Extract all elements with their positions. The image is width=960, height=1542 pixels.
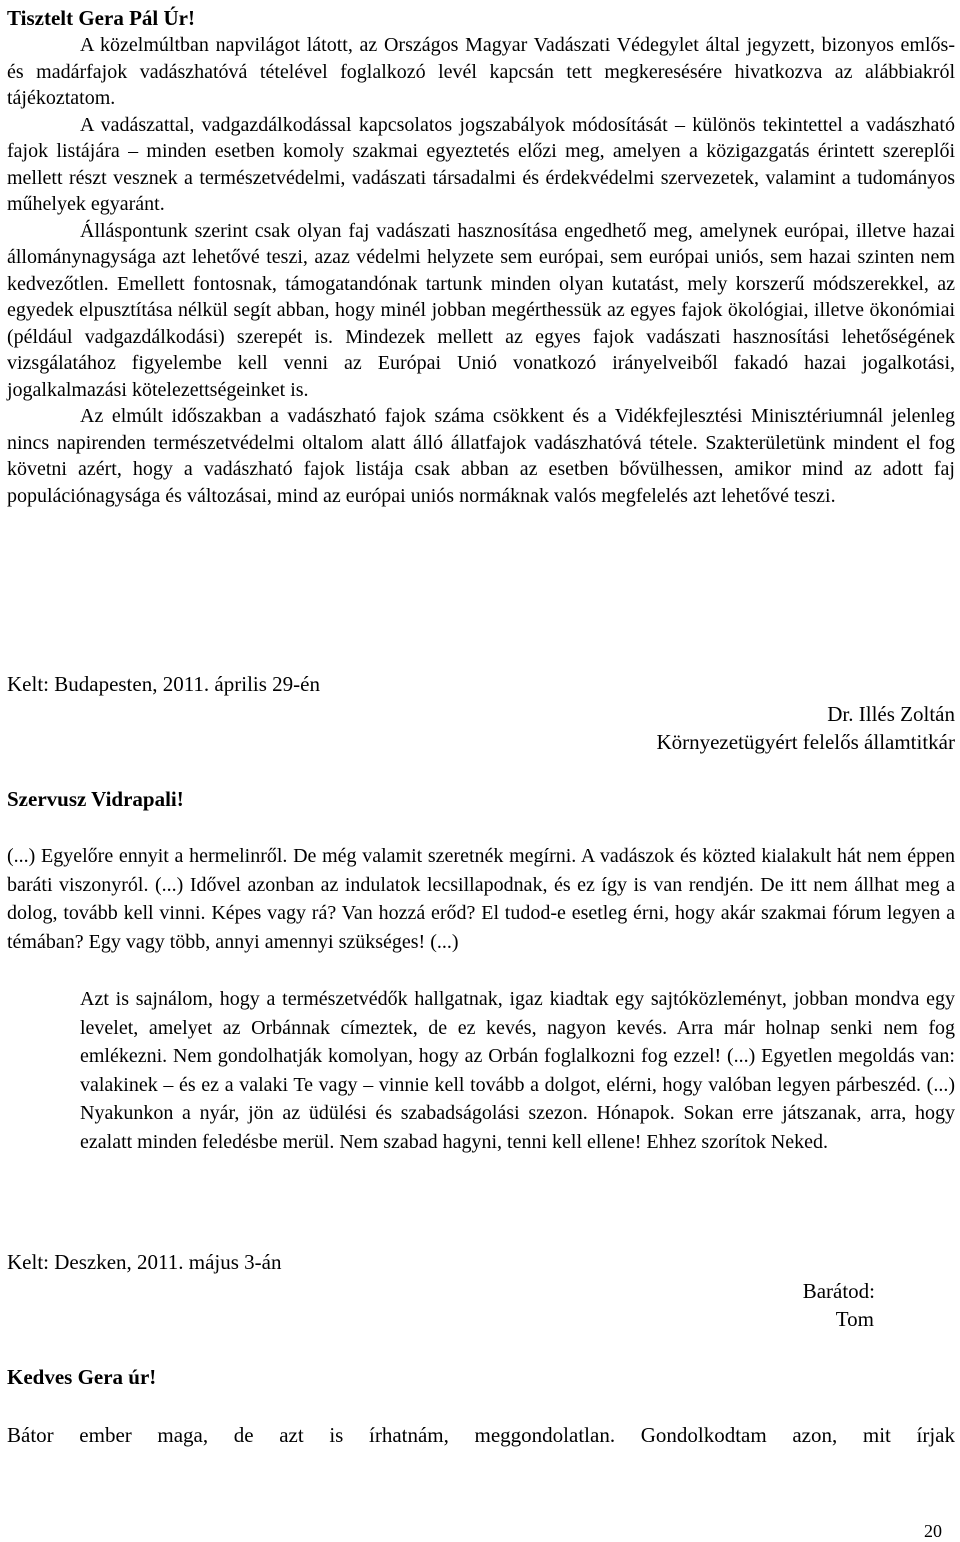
letter2-signature: Tom (835, 1307, 874, 1331)
letter1-paragraph: Álláspontunk szerint csak olyan faj vadászati hasznosítása engedhető meg, amelynek európai, illetve hazai állománynagysága azt lehetővé teszi, azaz védelmi helyzete sem európai, sem európai uniós, sem hazai szinten nem kedvezőtlen. Emellett fontosnak, támogatandónak tartunk minden olyan kutatást, mely korszerű módszerekkel, az egyedek elpusztítása nélkül segít abban, hogy minél jobban megérthessük az egyes fajok ökológiai, illetve ökonómiai (például vadgazdálkodási) szerepét is. Mindezek mellett az egyes fajok vadászati hasznosítási lehetőségének vizsgálatához figyelembe kell venni az Európai Unió vonatkozó irányelveiből fakadó hazai jogalkotási, jogalkalmazási kötelezettségeinket is. (7, 219, 955, 401)
letter1-signature-name: Dr. Illés Zoltán (827, 702, 955, 726)
letter2-date: Kelt: Deszken, 2011. május 3-án (7, 1250, 282, 1274)
letter1-greeting: Tisztelt Gera Pál Úr! (7, 6, 195, 30)
page-number: 20 (924, 1521, 942, 1541)
letter3-greeting: Kedves Gera úr! (7, 1365, 157, 1389)
letter2-quote-text: Azt is sajnálom, hogy a természetvédők hallgatnak, igaz kiadtak egy sajtóközleményt, jobban mondva egy levelet, amelyet az Orbánnak címeztek, de ez kevés, nagyon kevés. Arra már holnap senki nem fog emlékezni. Nem gondolhatják komolyan, hogy az Orbán foglalkozni fog ezzel! (...) Egyetlen megoldás van: valakinek – és ez a valaki Te vagy – vinnie kell tovább a dolgot, elérni, hogy valóban legyen párbeszéd. (...) Nyakunkon a nyár, jön az üdülési és szabadságolási szezon. Hónapok. Sokan erre játszanak, arra, hogy ezalatt minden feledésbe merül. Nem szabad hagyni, tenni kell ellene! Ehhez szorítok Neked. (80, 988, 955, 1153)
letter1-paragraph: A vadászattal, vadgazdálkodással kapcsolatos jogszabályok módosítását – különös tekintettel a vadászható fajok listájára – minden esetben komoly szakmai egyeztetés előzi meg, amelyen a közigazgatás érintett szereplői mellett részt vesznek a természetvédelmi, vadászati társadalmi és érdekvédelmi szervezetek, valamint a tudományos műhelyek egyaránt. (7, 113, 955, 215)
letter1-signature-title: Környezetügyért felelős államtitkár (656, 730, 955, 754)
letter2-quote (80, 985, 955, 1156)
letter2-greeting: Szervusz Vidrapali! (7, 787, 184, 811)
letter1-paragraph: Az elmúlt időszakban a vadászható fajok száma csökkent és a Vidékfejlesztési Minisztériumnál jelenleg nincs napirenden természetvédelmi oltalom alatt álló állatfajok vadászhatóvá tétele. Szakterületünk mindent el fog követni azért, hogy a vadászható fajok listája csak abban az esetben bővülhessen, amikor mind az adott faj populációnagysága és változásai, mind az európai uniós normáknak valós megfelelés azt lehetővé teszi. (7, 405, 955, 507)
letter1-body (7, 32, 955, 509)
letter3-body (7, 1421, 955, 1449)
letter2-body (7, 842, 955, 956)
letter1-date: Kelt: Budapesten, 2011. április 29-én (7, 672, 320, 696)
letter1-paragraph: A közelmúltban napvilágot látott, az Országos Magyar Vadászati Védegylet által jegyzett, bizonyos emlős- és madárfajok vadászhatóvá tételével foglalkozó levél kapcsán tett megkeresésére hivatkozva az alábbiakról tájékoztatom. (7, 34, 955, 109)
letter2-closing: Barátod: (802, 1279, 875, 1303)
letter3-paragraph: Bátor ember maga, de azt is írhatnám, meggondolatlan. Gondolkodtam azon, mit írjak (7, 1423, 955, 1447)
letter2-paragraph: (...) Egyelőre ennyit a hermelinről. De még valamit szeretnék megírni. A vadászok és közted kialakult hát nem éppen baráti viszonyról. (...) Idővel azonban az indulatok lecsillapodnak, és ez így is van rendjén. De itt nem állhat meg a dolog, tovább kell vinni. Képes vagy rá? Van hozzá erőd? El tudod-e esetleg érni, hogy akár szakmai fórum legyen a témában? Egy vagy több, annyi amennyi szükséges! (...) (7, 845, 955, 953)
